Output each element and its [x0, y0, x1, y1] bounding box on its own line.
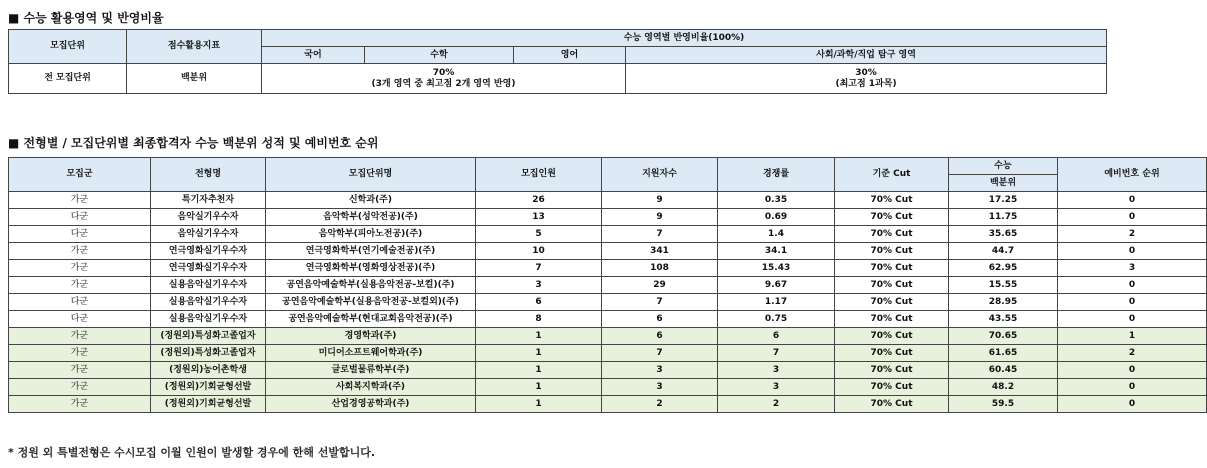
header-cut: 기준 Cut	[835, 158, 949, 192]
cell-type: 실용음악실기우수자	[151, 311, 266, 328]
cell-rate: 0.69	[718, 209, 835, 226]
cell-waitlist: 0	[1058, 362, 1207, 379]
header-indicator: 점수활용지표	[127, 30, 262, 64]
table-row	[9, 396, 1207, 413]
cell-cut: 70% Cut	[835, 294, 949, 311]
cell-quota: 1	[476, 328, 602, 345]
footnote: * 정원 외 특별전형은 수시모집 이월 인원이 발생할 경우에 한해 선발합니다.	[8, 446, 376, 459]
cell-percentile: 70.65	[949, 328, 1058, 345]
cell-quota: 10	[476, 243, 602, 260]
cell-rate: 15.43	[718, 260, 835, 277]
cell-group: 가군	[9, 345, 151, 362]
suneung-ratio-table	[8, 29, 1107, 94]
cell-cut: 70% Cut	[835, 209, 949, 226]
cell-applicants: 9	[602, 192, 718, 209]
cell-rate: 6	[718, 328, 835, 345]
cell-group: 가군	[9, 328, 151, 345]
sub-note: (최고점 1과목)	[835, 78, 897, 89]
row-unit: 전 모집단위	[9, 64, 127, 94]
table-row	[9, 294, 1207, 311]
cell-applicants: 6	[602, 328, 718, 345]
header-type: 전형명	[151, 158, 266, 192]
cell-group: 가군	[9, 260, 151, 277]
cell-quota: 1	[476, 345, 602, 362]
cell-applicants: 7	[602, 294, 718, 311]
cell-unit: 공연음악예술학부(현대교회음악전공)(주)	[266, 311, 476, 328]
header-quota: 모집인원	[476, 158, 602, 192]
cell-applicants: 7	[602, 345, 718, 362]
cell-type: (정원외)특성화고졸업자	[151, 345, 266, 362]
cell-type: 음악실기우수자	[151, 209, 266, 226]
cell-unit: 사회복지학과(주)	[266, 379, 476, 396]
header-suneung: 수능	[949, 158, 1058, 175]
cell-percentile: 61.65	[949, 345, 1058, 362]
cell-cut: 70% Cut	[835, 311, 949, 328]
cell-type: 실용음악실기우수자	[151, 294, 266, 311]
cell-applicants: 3	[602, 362, 718, 379]
table-row	[9, 311, 1207, 328]
cell-group: 가군	[9, 379, 151, 396]
cell-percentile: 62.95	[949, 260, 1058, 277]
cell-rate: 3	[718, 362, 835, 379]
header-math: 수학	[365, 47, 514, 64]
cell-type: (정원외)기회균형선발	[151, 379, 266, 396]
cell-unit: 음악학부(성악전공)(주)	[266, 209, 476, 226]
cell-waitlist: 3	[1058, 260, 1207, 277]
table-row	[9, 328, 1207, 345]
cell-quota: 8	[476, 311, 602, 328]
cell-group: 가군	[9, 192, 151, 209]
cell-group: 가군	[9, 243, 151, 260]
cell-applicants: 341	[602, 243, 718, 260]
section2-title: ■ 전형별 / 모집단위별 최종합격자 수능 백분위 성적 및 예비번호 순위	[8, 136, 379, 150]
cell-cut: 70% Cut	[835, 379, 949, 396]
cell-rate: 1.17	[718, 294, 835, 311]
table-row	[9, 362, 1207, 379]
cell-percentile: 15.55	[949, 277, 1058, 294]
header-social: 사회/과학/직업 탐구 영역	[626, 47, 1107, 64]
cell-cut: 70% Cut	[835, 396, 949, 413]
cell-percentile: 35.65	[949, 226, 1058, 243]
table-row	[9, 260, 1207, 277]
cell-group: 가군	[9, 396, 151, 413]
cell-applicants: 9	[602, 209, 718, 226]
cell-quota: 5	[476, 226, 602, 243]
cell-group: 가군	[9, 277, 151, 294]
cell-applicants: 2	[602, 396, 718, 413]
cell-percentile: 17.25	[949, 192, 1058, 209]
header-waitlist: 예비번호 순위	[1058, 158, 1207, 192]
cell-group: 다군	[9, 311, 151, 328]
table-row	[9, 209, 1207, 226]
cell-cut: 70% Cut	[835, 328, 949, 345]
cell-rate: 0.35	[718, 192, 835, 209]
table-row	[9, 243, 1207, 260]
cell-waitlist: 2	[1058, 226, 1207, 243]
cell-waitlist: 1	[1058, 328, 1207, 345]
cell-cut: 70% Cut	[835, 277, 949, 294]
cell-applicants: 6	[602, 311, 718, 328]
header-group: 모집군	[9, 158, 151, 192]
cell-waitlist: 0	[1058, 396, 1207, 413]
cell-applicants: 7	[602, 226, 718, 243]
cell-group: 다군	[9, 294, 151, 311]
cell-group: 다군	[9, 209, 151, 226]
cell-rate: 3	[718, 379, 835, 396]
cell-type: (정원외)특성화고졸업자	[151, 328, 266, 345]
table-row	[9, 379, 1207, 396]
cell-waitlist: 0	[1058, 294, 1207, 311]
header-korean: 국어	[262, 47, 365, 64]
cell-applicants: 108	[602, 260, 718, 277]
cell-unit: 산업경영공학과(주)	[266, 396, 476, 413]
cell-rate: 9.67	[718, 277, 835, 294]
cell-type: (정원외)농어촌학생	[151, 362, 266, 379]
cell-percentile: 28.95	[949, 294, 1058, 311]
cell-quota: 7	[476, 260, 602, 277]
cell-applicants: 3	[602, 379, 718, 396]
header-unit-name: 모집단위명	[266, 158, 476, 192]
table-row	[9, 226, 1207, 243]
cell-unit: 연극영화학부(연기예술전공)(주)	[266, 243, 476, 260]
cell-waitlist: 0	[1058, 311, 1207, 328]
header-english: 영어	[514, 47, 626, 64]
cell-type: 특기자추천자	[151, 192, 266, 209]
cell-type: 연극영화실기우수자	[151, 260, 266, 277]
cell-unit: 연극영화학부(영화영상전공)(주)	[266, 260, 476, 277]
cell-waitlist: 0	[1058, 277, 1207, 294]
cell-rate: 2	[718, 396, 835, 413]
cell-unit: 공연음악예술학부(실용음악전공-보컬)(주)	[266, 277, 476, 294]
cell-waitlist: 2	[1058, 345, 1207, 362]
cell-type: (정원외)기회균형선발	[151, 396, 266, 413]
cell-quota: 1	[476, 362, 602, 379]
header-rate: 경쟁률	[718, 158, 835, 192]
cell-quota: 26	[476, 192, 602, 209]
cell-rate: 34.1	[718, 243, 835, 260]
cell-group: 다군	[9, 226, 151, 243]
cell-unit: 글로벌물류학부(주)	[266, 362, 476, 379]
cell-quota: 1	[476, 379, 602, 396]
cell-percentile: 44.7	[949, 243, 1058, 260]
cell-cut: 70% Cut	[835, 260, 949, 277]
row-indicator: 백분위	[127, 64, 262, 94]
header-unit: 모집단위	[9, 30, 127, 64]
row-main-ratio	[262, 64, 626, 94]
cell-cut: 70% Cut	[835, 345, 949, 362]
cell-rate: 7	[718, 345, 835, 362]
table-row	[9, 192, 1207, 209]
cell-cut: 70% Cut	[835, 226, 949, 243]
cell-quota: 13	[476, 209, 602, 226]
main-pct: 70%	[432, 67, 455, 78]
cell-rate: 0.75	[718, 311, 835, 328]
cell-percentile: 43.55	[949, 311, 1058, 328]
cell-cut: 70% Cut	[835, 362, 949, 379]
cell-waitlist: 0	[1058, 379, 1207, 396]
cell-quota: 3	[476, 277, 602, 294]
cell-unit: 공연음악예술학부(실용음악전공-보컬외)(주)	[266, 294, 476, 311]
cell-percentile: 59.5	[949, 396, 1058, 413]
header-percentile: 백분위	[949, 175, 1058, 192]
cell-percentile: 11.75	[949, 209, 1058, 226]
cell-cut: 70% Cut	[835, 192, 949, 209]
header-applicants: 지원자수	[602, 158, 718, 192]
cell-unit: 음악학부(피아노전공)(주)	[266, 226, 476, 243]
table-row	[9, 277, 1207, 294]
results-table	[8, 157, 1207, 413]
cell-rate: 1.4	[718, 226, 835, 243]
cell-waitlist: 0	[1058, 192, 1207, 209]
table-row	[9, 345, 1207, 362]
cell-quota: 1	[476, 396, 602, 413]
cell-unit: 경영학과(주)	[266, 328, 476, 345]
main-note: (3개 영역 중 최고점 2개 영역 반영)	[371, 78, 516, 89]
sub-pct: 30%	[855, 67, 877, 78]
cell-percentile: 48.2	[949, 379, 1058, 396]
cell-type: 실용음악실기우수자	[151, 277, 266, 294]
header-ratio-group: 수능 영역별 반영비율(100%)	[262, 30, 1107, 47]
cell-waitlist: 0	[1058, 209, 1207, 226]
row-sub-ratio	[626, 64, 1107, 94]
cell-type: 음악실기우수자	[151, 226, 266, 243]
cell-unit: 신학과(주)	[266, 192, 476, 209]
cell-percentile: 60.45	[949, 362, 1058, 379]
section1-title: ■ 수능 활용영역 및 반영비율	[8, 11, 164, 25]
cell-group: 가군	[9, 362, 151, 379]
cell-type: 연극영화실기우수자	[151, 243, 266, 260]
cell-applicants: 29	[602, 277, 718, 294]
cell-cut: 70% Cut	[835, 243, 949, 260]
cell-quota: 6	[476, 294, 602, 311]
cell-unit: 미디어소프트웨어학과(주)	[266, 345, 476, 362]
cell-waitlist: 0	[1058, 243, 1207, 260]
